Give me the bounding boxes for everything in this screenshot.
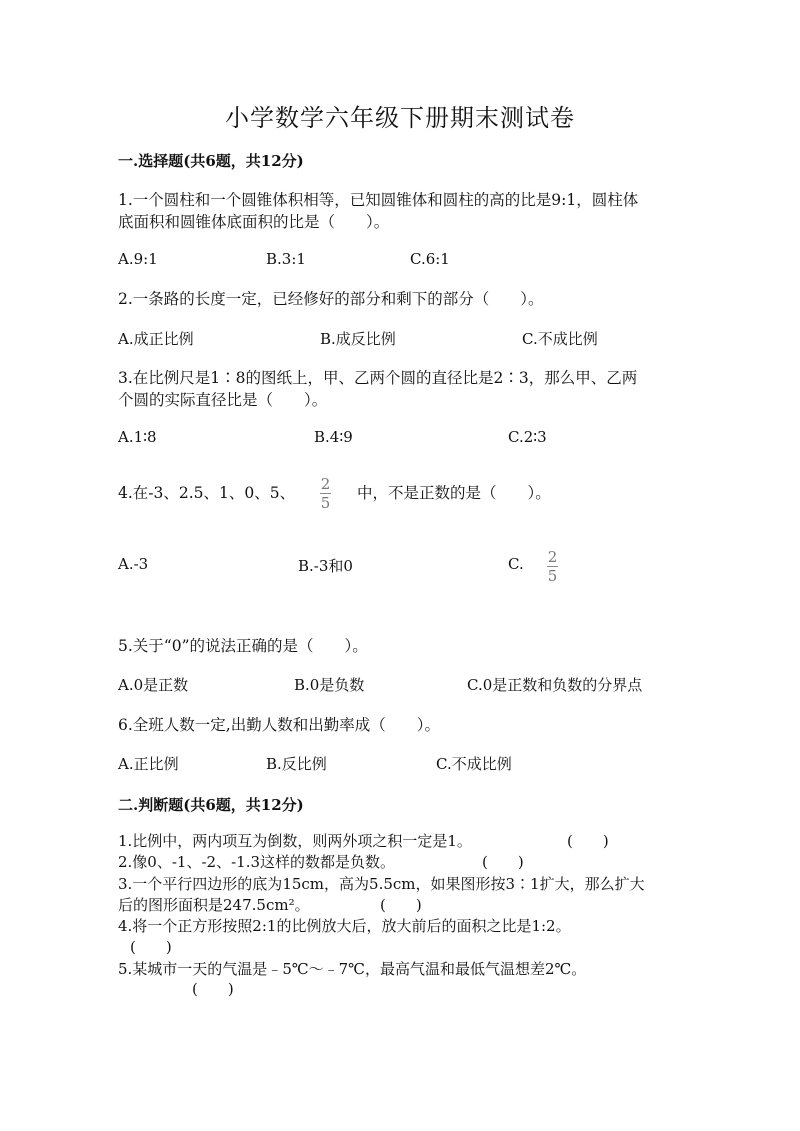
j5-answer-paren: ( ) — [192, 980, 234, 998]
q6-line1: 6.全班人数一定,出勤人数和出勤率成（ ）。 — [118, 716, 440, 734]
q4-option-a: A.-3 — [118, 555, 149, 573]
q5-option-b: B.0是负数 — [294, 676, 365, 694]
q6-option-c: C.不成比例 — [436, 755, 512, 773]
q3-line2: 个圆的实际直径比是（ ）。 — [118, 391, 328, 409]
q4-text-before: 4.在-3、2.5、1、0、5、 — [118, 484, 296, 502]
j2-text: 2.像0、-1、-2、-1.3这样的数都是负数。 — [118, 853, 396, 871]
page-title: 小学数学六年级下册期末测试卷 — [225, 104, 575, 132]
q2-option-c: C.不成比例 — [522, 330, 598, 348]
q6-option-b: B.反比例 — [266, 755, 327, 773]
q3-option-b: B.4∶9 — [314, 428, 353, 446]
q4-fraction-numerator: 2 — [320, 475, 331, 493]
j1-answer-paren: ( ) — [567, 832, 609, 850]
q4-fraction-denominator: 5 — [320, 494, 331, 512]
q4-option-b: B.-3和0 — [298, 557, 353, 575]
q4-text-after: 中，不是正数的是（ ）。 — [357, 484, 551, 502]
j3-answer-paren: ( ) — [380, 896, 422, 914]
j3-line1: 3.一个平行四边形的底为15cm，高为5.5cm，如果图形按3∶1扩大，那么扩大 — [118, 875, 645, 893]
q4-option-c-fraction-denominator: 5 — [547, 567, 558, 585]
q5-line1: 5.关于“0”的说法正确的是（ ）。 — [118, 637, 368, 655]
j4-line1: 4.将一个正方形按照2:1的比例放大后，放大前后的面积之比是1:2。 — [118, 917, 571, 935]
q6-option-a: A.正比例 — [118, 755, 179, 773]
q1-option-b: B.3:1 — [266, 250, 306, 268]
section-heading-choice: 一.选择题(共6题，共12分) — [118, 152, 304, 170]
q1-line2: 底面积和圆锥体底面积的比是（ ）。 — [118, 213, 390, 231]
q1-line1: 1.一个圆柱和一个圆锥体积相等，已知圆锥体和圆柱的高的比是9:1，圆柱体 — [118, 191, 639, 209]
section-heading-judgement: 二.判断题(共6题，共12分) — [118, 796, 304, 814]
q3-option-c: C.2∶3 — [508, 428, 547, 446]
j2-answer-paren: ( ) — [482, 853, 524, 871]
q1-option-c: C.6:1 — [410, 250, 450, 268]
q2-option-a: A.成正比例 — [118, 330, 194, 348]
q4-option-c-fraction-numerator: 2 — [547, 548, 558, 566]
q4-option-c: C. — [508, 555, 524, 573]
q2-option-b: B.成反比例 — [320, 330, 396, 348]
q5-option-c: C.0是正数和负数的分界点 — [467, 676, 643, 694]
j1-text: 1.比例中，两内项互为倒数，则两外项之积一定是1。 — [118, 832, 472, 850]
q3-option-a: A.1∶8 — [118, 428, 157, 446]
q5-option-a: A.0是正数 — [118, 676, 189, 694]
q2-line1: 2.一条路的长度一定，已经修好的部分和剩下的部分（ ）。 — [118, 290, 544, 308]
j4-answer-paren: ( ) — [130, 938, 172, 956]
q4-fraction — [320, 476, 331, 511]
q3-line1: 3.在比例尺是1∶8的图纸上，甲、乙两个圆的直径比是2∶3，那么甲、乙两 — [118, 369, 638, 387]
q4-option-c-fraction — [547, 549, 558, 584]
j5-line1: 5.某城市一天的气温是﹣5℃～﹣7℃，最高气温和最低气温想差2℃。 — [118, 960, 587, 978]
q1-option-a: A.9:1 — [118, 250, 158, 268]
j3-line2: 后的图形面积是247.5cm²。 — [118, 896, 310, 914]
